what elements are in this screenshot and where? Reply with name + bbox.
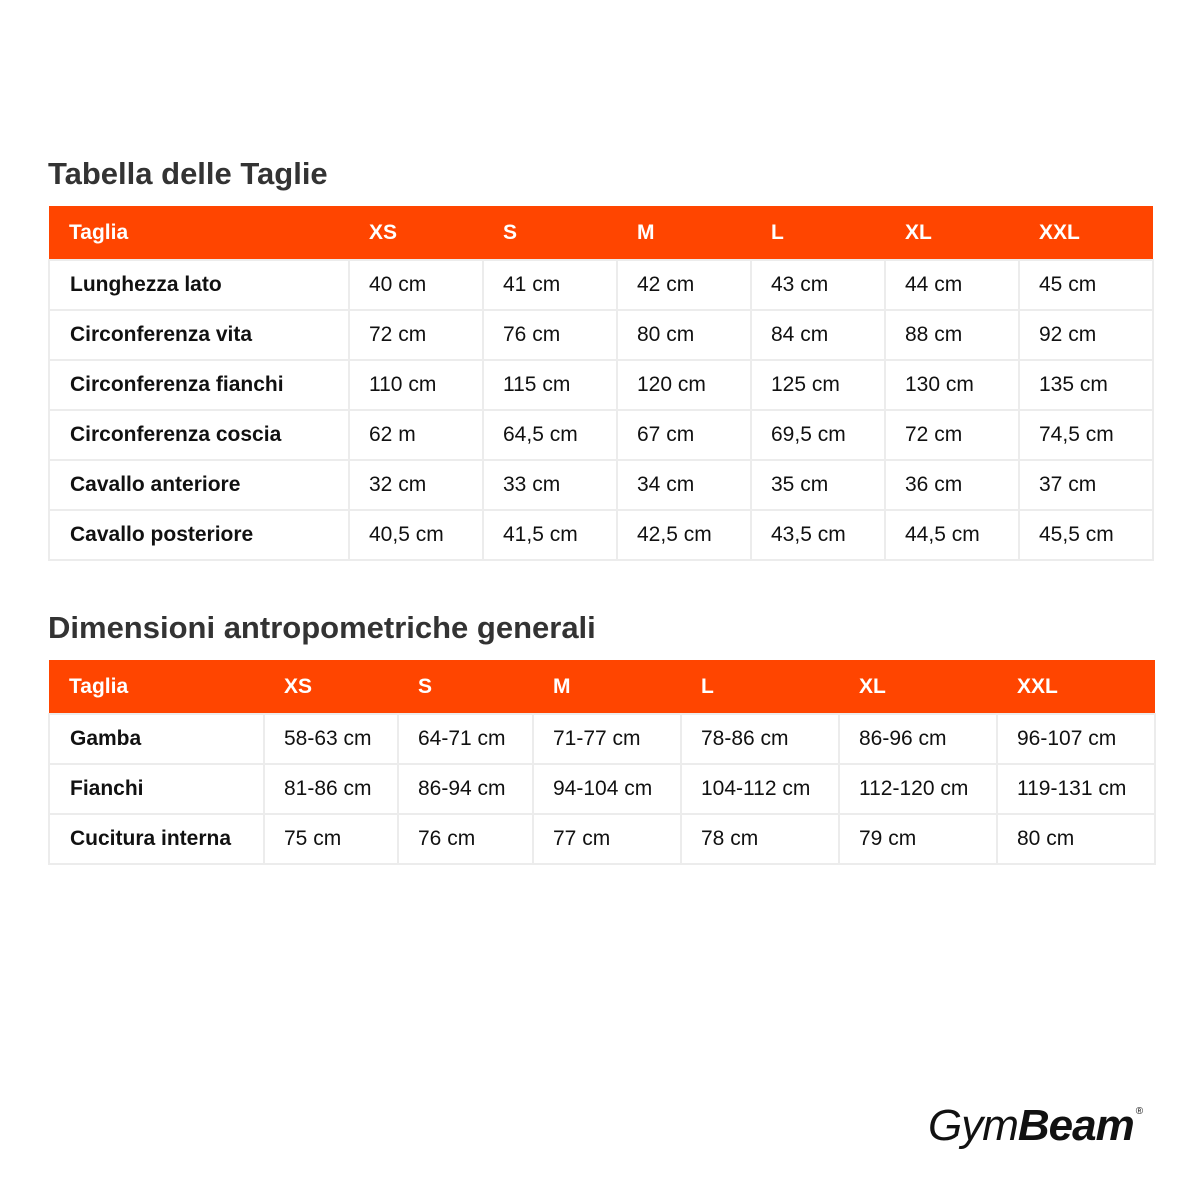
- gymbeam-logo: [928, 1100, 1143, 1152]
- table-cell: 78-86 cm: [681, 714, 839, 764]
- table-cell: 74,5 cm: [1019, 410, 1153, 460]
- table-cell: 43 cm: [751, 260, 885, 310]
- header-cell-xs: XS: [284, 674, 313, 698]
- registered-mark: ®: [1135, 1106, 1144, 1117]
- table-cell: 76 cm: [398, 814, 533, 864]
- row-label: Gamba: [49, 714, 264, 764]
- table-cell: 36 cm: [885, 460, 1019, 510]
- header-cell-xl: XL: [905, 220, 932, 244]
- table-cell: 120 cm: [617, 360, 751, 410]
- header-cell-m: M: [553, 674, 571, 698]
- table-cell: 81-86 cm: [264, 764, 398, 814]
- table-cell: 75 cm: [264, 814, 398, 864]
- header-cell-l: L: [771, 220, 784, 244]
- table-cell: 80 cm: [617, 310, 751, 360]
- table-cell: 64-71 cm: [398, 714, 533, 764]
- table-cell: 96-107 cm: [997, 714, 1155, 764]
- row-label: Cucitura interna: [49, 814, 264, 864]
- table-cell: 62 m: [349, 410, 483, 460]
- table-cell: 130 cm: [885, 360, 1019, 410]
- table-cell: 40,5 cm: [349, 510, 483, 560]
- header-cell-s: S: [503, 220, 518, 244]
- table-cell: 44 cm: [885, 260, 1019, 310]
- table-cell: 115 cm: [483, 360, 617, 410]
- row-label: Circonferenza coscia: [49, 410, 349, 460]
- table-cell: 33 cm: [483, 460, 617, 510]
- table-cell: 119-131 cm: [997, 764, 1155, 814]
- table-cell: 135 cm: [1019, 360, 1153, 410]
- header-cell-size: Taglia: [69, 220, 129, 244]
- table-header-row: [49, 206, 1153, 260]
- table-cell: 92 cm: [1019, 310, 1153, 360]
- table-cell: 112-120 cm: [839, 764, 997, 814]
- table-row: [49, 814, 1155, 864]
- table-row: [49, 360, 1153, 410]
- table-cell: 45,5 cm: [1019, 510, 1153, 560]
- table-cell: 104-112 cm: [681, 764, 839, 814]
- table-cell: 88 cm: [885, 310, 1019, 360]
- header-cell-size: Taglia: [69, 674, 129, 698]
- table-row: [49, 310, 1153, 360]
- table-cell: 45 cm: [1019, 260, 1153, 310]
- table-cell: 64,5 cm: [483, 410, 617, 460]
- table-cell: 94-104 cm: [533, 764, 681, 814]
- table-row: [49, 764, 1155, 814]
- logo-text-beam: Beam: [1017, 1101, 1134, 1150]
- table-cell: 44,5 cm: [885, 510, 1019, 560]
- table-cell: 86-94 cm: [398, 764, 533, 814]
- table-row: [49, 410, 1153, 460]
- table-cell: 43,5 cm: [751, 510, 885, 560]
- table-cell: 125 cm: [751, 360, 885, 410]
- header-cell-xxl: XXL: [1017, 674, 1058, 698]
- table-row: [49, 460, 1153, 510]
- size-table-title: Tabella delle Taglie: [48, 156, 328, 191]
- table-cell: 80 cm: [997, 814, 1155, 864]
- row-label: Lunghezza lato: [49, 260, 349, 310]
- table-cell: 110 cm: [349, 360, 483, 410]
- table-cell: 69,5 cm: [751, 410, 885, 460]
- table-cell: 40 cm: [349, 260, 483, 310]
- row-label: Fianchi: [49, 764, 264, 814]
- table-cell: 78 cm: [681, 814, 839, 864]
- table-row: [49, 260, 1153, 310]
- table-header-row: [49, 660, 1155, 714]
- header-cell-xs: XS: [369, 220, 398, 244]
- header-cell-l: L: [701, 674, 714, 698]
- table-cell: 58-63 cm: [264, 714, 398, 764]
- table-cell: 72 cm: [885, 410, 1019, 460]
- table-cell: 71-77 cm: [533, 714, 681, 764]
- anthropometric-table-title: Dimensioni antropometriche generali: [48, 610, 596, 645]
- table-cell: 77 cm: [533, 814, 681, 864]
- table-cell: 79 cm: [839, 814, 997, 864]
- table-cell: 67 cm: [617, 410, 751, 460]
- table-cell: 35 cm: [751, 460, 885, 510]
- row-label: Circonferenza vita: [49, 310, 349, 360]
- header-cell-s: S: [418, 674, 433, 698]
- table-cell: 42,5 cm: [617, 510, 751, 560]
- table-cell: 42 cm: [617, 260, 751, 310]
- table-cell: 32 cm: [349, 460, 483, 510]
- anthropometric-table: [48, 660, 1156, 865]
- row-label: Cavallo posteriore: [49, 510, 349, 560]
- table-cell: 86-96 cm: [839, 714, 997, 764]
- header-cell-xl: XL: [859, 674, 886, 698]
- table-cell: 34 cm: [617, 460, 751, 510]
- row-label: Circonferenza fianchi: [49, 360, 349, 410]
- table-row: [49, 714, 1155, 764]
- table-cell: 37 cm: [1019, 460, 1153, 510]
- table-cell: 76 cm: [483, 310, 617, 360]
- header-cell-m: M: [637, 220, 655, 244]
- row-label: Cavallo anteriore: [49, 460, 349, 510]
- table-cell: 41 cm: [483, 260, 617, 310]
- size-table: [48, 206, 1154, 561]
- table-row: [49, 510, 1153, 560]
- table-cell: 84 cm: [751, 310, 885, 360]
- table-cell: 72 cm: [349, 310, 483, 360]
- header-cell-xxl: XXL: [1039, 220, 1080, 244]
- table-cell: 41,5 cm: [483, 510, 617, 560]
- logo-text-gym: Gym: [928, 1101, 1018, 1150]
